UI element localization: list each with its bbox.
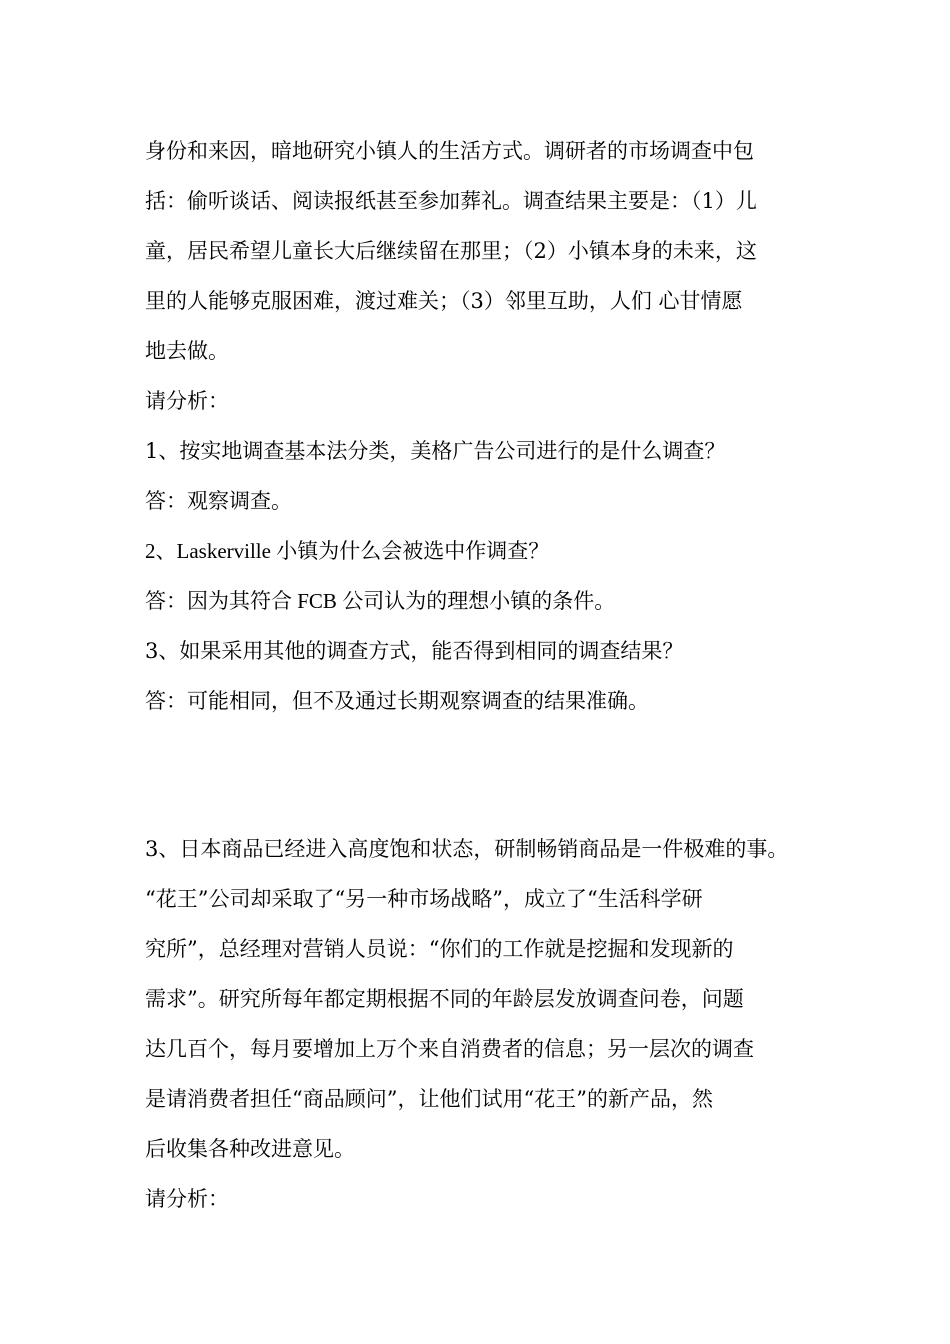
case1-paragraph-line-2: 括：偷听谈话、阅读报纸甚至参加葬礼。调查结果主要是：（1）儿: [145, 189, 757, 213]
case2-paragraph-line-2: “花王”公司却采取了“另一种市场战略”，成立了“生活科学研: [145, 887, 703, 911]
case2-paragraph-line-3: 究所”，总经理对营销人员说：“你们的工作就是挖掘和发现新的: [145, 937, 734, 961]
case2-paragraph-line-6: 是请消费者担任“商品顾问”，让他们试用“花王”的新产品，然: [145, 1087, 713, 1111]
case2-paragraph-line-4: 需求”。研究所每年都定期根据不同的年龄层发放调查问卷，问题: [145, 987, 744, 1011]
case2-paragraph-line-5: 达几百个，每月要增加上万个来自消费者的信息；另一层次的调查: [145, 1037, 754, 1061]
case1-question-2: 2、Laskerville 小镇为什么会被选中作调查？: [145, 539, 550, 563]
case2-paragraph-line-7: 后收集各种改进意见。: [145, 1137, 355, 1161]
case1-answer-3: 答：可能相同，但不及通过长期观察调查的结果准确。: [145, 689, 649, 713]
case2-paragraph-line-1: 3、日本商品已经进入高度饱和状态，研制畅销商品是一件极难的事。: [145, 837, 789, 861]
case1-analysis-prompt: 请分析：: [145, 389, 229, 413]
case1-paragraph-line-5: 地去做。: [145, 339, 229, 363]
case1-question-3: 3、如果采用其他的调查方式，能否得到相同的调查结果？: [145, 639, 684, 663]
case1-paragraph-line-3: 童，居民希望儿童长大后继续留在那里；（2）小镇本身的未来，这: [145, 239, 757, 263]
case1-paragraph-line-4: 里的人能够克服困难，渡过难关；（3）邻里互助，人们 心甘情愿: [145, 289, 743, 313]
case1-answer-2: 答：因为其符合 FCB 公司认为的理想小镇的条件。: [145, 589, 616, 613]
case1-answer-1: 答：观察调查。: [145, 489, 292, 513]
case1-question-1: 1、按实地调查基本法分类，美格广告公司进行的是什么调查？: [145, 439, 726, 463]
case2-analysis-prompt: 请分析：: [145, 1187, 229, 1211]
case1-paragraph-line-1: 身份和来因，暗地研究小镇人的生活方式。调研者的市场调查中包: [145, 139, 754, 163]
